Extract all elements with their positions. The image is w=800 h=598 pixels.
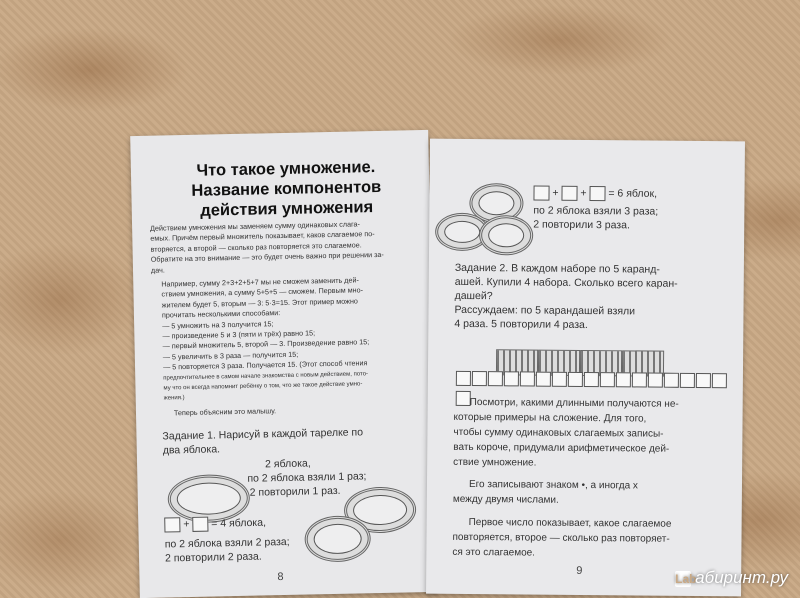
left-page — [130, 130, 438, 598]
para-line: чтобы сумму одинаковых слагаемых записы- — [453, 426, 664, 440]
title-line: действия умножения — [200, 198, 374, 220]
title-line: Название компонентов — [191, 177, 382, 200]
empty-box — [589, 186, 605, 201]
plate-image — [479, 215, 533, 255]
note-line: по 2 яблока взяли 3 раза; — [533, 204, 659, 218]
paragraph-2 — [453, 477, 735, 509]
explain-text: Теперь объясним это малышу. — [173, 406, 277, 418]
para-line: Посмотри, какими длинными получаются не- — [469, 396, 679, 410]
text-line: — 5 увеличить в 3 раза — получится 15; — [162, 349, 299, 362]
text-line: жителем будет 5, вторым — 3: 5·3=15. Этот пример можно — [161, 296, 358, 310]
text-line: предпочтительнее в самом начале знакомства с новым действием, пото- — [163, 370, 369, 382]
answer-cell[interactable] — [584, 372, 599, 387]
task-2 — [455, 261, 735, 305]
task-line: Задание 2. В каждом наборе по 5 каранд- — [454, 261, 660, 276]
text-line: — первый множитель 5, второй — 3. Произведение равно 15; — [162, 337, 370, 351]
answer-cell[interactable] — [504, 371, 519, 386]
text-line: му что он всегда напомнит ребёнку о том, что же такое действие умно- — [163, 381, 363, 392]
answer-cell[interactable] — [616, 372, 631, 387]
answer-cell[interactable] — [552, 372, 567, 387]
answer-cell[interactable] — [536, 372, 551, 387]
answer-cell[interactable] — [664, 373, 679, 388]
note-3 — [533, 204, 733, 234]
equation-2 — [533, 186, 733, 203]
text-line: емых. Причём первый множитель показывает, каков слагаемое по- — [150, 229, 375, 244]
text-line: Например, сумму 2+3+2+5+7 мы не сможем заменить дей- — [161, 275, 359, 289]
answer-cell[interactable] — [712, 373, 727, 388]
note-line: 2 повторили 2 раза. — [164, 550, 262, 565]
paragraph-3 — [452, 515, 734, 562]
page-number: 9 — [576, 564, 583, 577]
text-line: прочитать несколькими способами: — [161, 308, 281, 320]
paragraph-1 — [453, 395, 736, 472]
watermark-badge: Lab — [675, 572, 697, 586]
para-line: которые примеры на сложение. Для того, — [453, 411, 647, 425]
answer-cell[interactable] — [456, 371, 471, 386]
text-line: дач. — [150, 265, 165, 275]
task-line: ашей. Купили 4 набора. Сколько всего каран- — [454, 275, 678, 290]
answer-cell[interactable] — [488, 371, 503, 386]
text-line: ствием умножения, а сумму 5+5+5 — сможем. Первым мно- — [161, 285, 364, 299]
para-line: вать короче, придумали арифметическое дей- — [453, 441, 670, 455]
note-line: 2 повторили 3 раза. — [533, 218, 630, 232]
reason-line: Рассуждаем: по 5 карандашей взяли — [454, 303, 636, 318]
text-line: вторяется, а второй — сколько раз повторяется это слагаемое. — [150, 240, 362, 254]
para-line: Первое число показывает, какое слагаемое — [468, 516, 672, 530]
answer-cell[interactable] — [568, 372, 583, 387]
empty-box — [561, 186, 577, 201]
answer-cell[interactable] — [520, 371, 535, 386]
equation-result: = 6 яблок, — [608, 187, 658, 200]
text-line: Обратите на это внимание — это будет очень важно при решении за- — [150, 250, 384, 264]
text-line: Действием умножения мы заменяем сумму одинаковых слага- — [150, 219, 360, 233]
para-line: между двумя числами. — [452, 493, 559, 506]
task-line: дашей? — [454, 289, 493, 303]
plus-sign: + — [580, 187, 587, 200]
text-line: — произведение 5 и 3 (пяти и трёх) равно 15; — [162, 328, 316, 341]
answer-cell[interactable] — [472, 371, 487, 386]
equation-result: = 4 яблока, — [211, 516, 267, 530]
note-line: по 2 яблока взяли 2 раза; — [164, 535, 290, 551]
para-line: повторяется, второе — сколько раз повторяет- — [452, 531, 670, 545]
intro-text — [150, 218, 419, 276]
answer-cell[interactable] — [696, 373, 711, 388]
answer-cells — [456, 371, 743, 388]
watermark — [675, 568, 788, 588]
note-line: 2 яблока, — [264, 457, 311, 471]
empty-box — [192, 517, 208, 532]
reason-line: 4 раза. 5 повторили 4 раза. — [454, 317, 588, 332]
answer-cell[interactable] — [600, 372, 615, 387]
plus-sign: + — [183, 518, 190, 531]
para-line: ся это слагаемое. — [452, 546, 536, 559]
para-line: ствие умножение. — [453, 456, 537, 469]
text-line: жения.) — [163, 395, 185, 402]
title-line: Что такое умножение. — [196, 158, 376, 180]
page-title — [161, 156, 412, 221]
answer-cell[interactable] — [632, 372, 647, 387]
note-line: по 2 яблока взяли 1 раз; — [247, 470, 367, 485]
reasoning — [454, 303, 734, 333]
right-page — [426, 139, 745, 597]
answer-cell[interactable] — [680, 373, 695, 388]
para-line: Его записывают знаком •, а иногда х — [468, 478, 639, 492]
task-1 — [162, 424, 423, 457]
empty-box — [164, 517, 180, 532]
task-line: два яблока. — [162, 443, 221, 457]
task-line: Задание 1. Нарисуй в каждой тарелке по — [162, 426, 364, 443]
watermark-text: абиринт.ру — [695, 568, 788, 587]
page-number: 8 — [277, 571, 284, 584]
note-line: 2 повторили 1 раз. — [249, 484, 341, 499]
text-line: — 5 умножить на 3 получится 15; — [162, 318, 274, 331]
example-text — [161, 274, 426, 404]
empty-box — [533, 186, 549, 201]
answer-cell[interactable] — [648, 373, 663, 388]
text-line: — 5 повторяется 3 раза. Получается 15. (Этот способ чтения — [162, 358, 368, 372]
plus-sign: + — [552, 186, 559, 200]
